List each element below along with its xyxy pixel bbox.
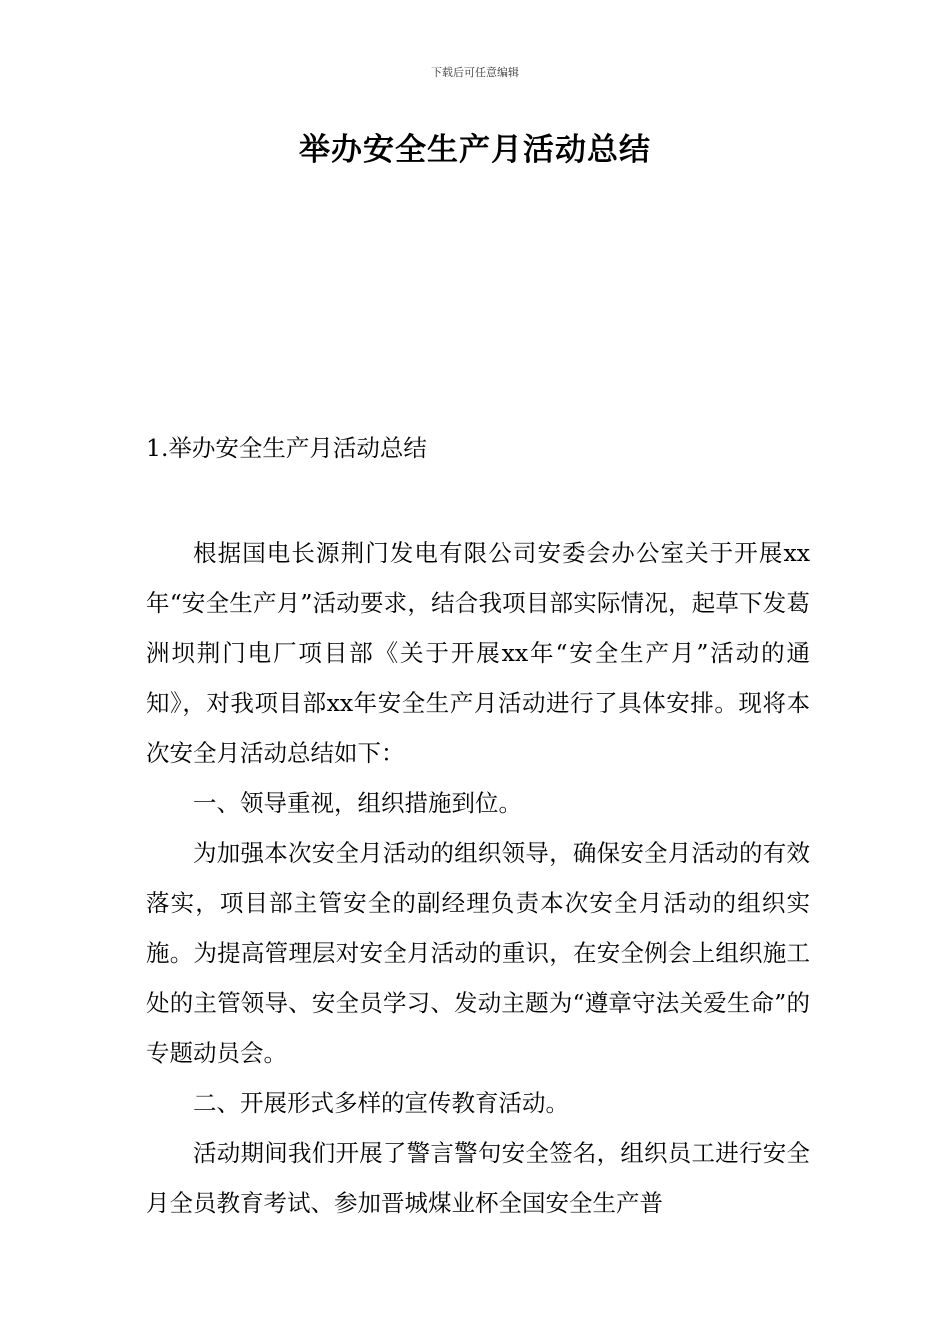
- body-text: [146, 528, 810, 1228]
- paragraph-heading-one: 一、领导重视，组织措施到位。: [193, 789, 522, 817]
- paragraph-heading-two: 二、开展形式多样的宣传教育活动。: [193, 1089, 569, 1117]
- section-heading: 1.举办安全生产月活动总结: [146, 434, 427, 462]
- paragraph-activities: 活动期间我们开展了警言警句安全签名，组织员工进行安全月全员教育考试、参加晋城煤业杯全国安全生产普: [146, 1139, 810, 1217]
- paragraph-intro: 根据国电长源荆门发电有限公司安委会办公室关于开展xx年“安全生产月”活动要求，结合我项目部实际情况，起草下发葛洲坝荆门电厂项目部《关于开展xx年“安全生产月”活动的通知》，对我项目部xx年安全生产月活动进行了具体安排。现将本次安全月活动总结如下：: [146, 539, 810, 767]
- paragraph-leadership: 为加强本次安全月活动的组织领导，确保安全月活动的有效落实，项目部主管安全的副经理负责本次安全月活动的组织实施。为提高管理层对安全月活动的重识，在安全例会上组织施工处的主管领导、安全员学习、发动主题为“遵章守法关爱生命”的专题动员会。: [146, 839, 810, 1067]
- header-note: 下载后可任意编辑: [431, 66, 519, 79]
- document-title: 举办安全生产月活动总结: [299, 132, 651, 168]
